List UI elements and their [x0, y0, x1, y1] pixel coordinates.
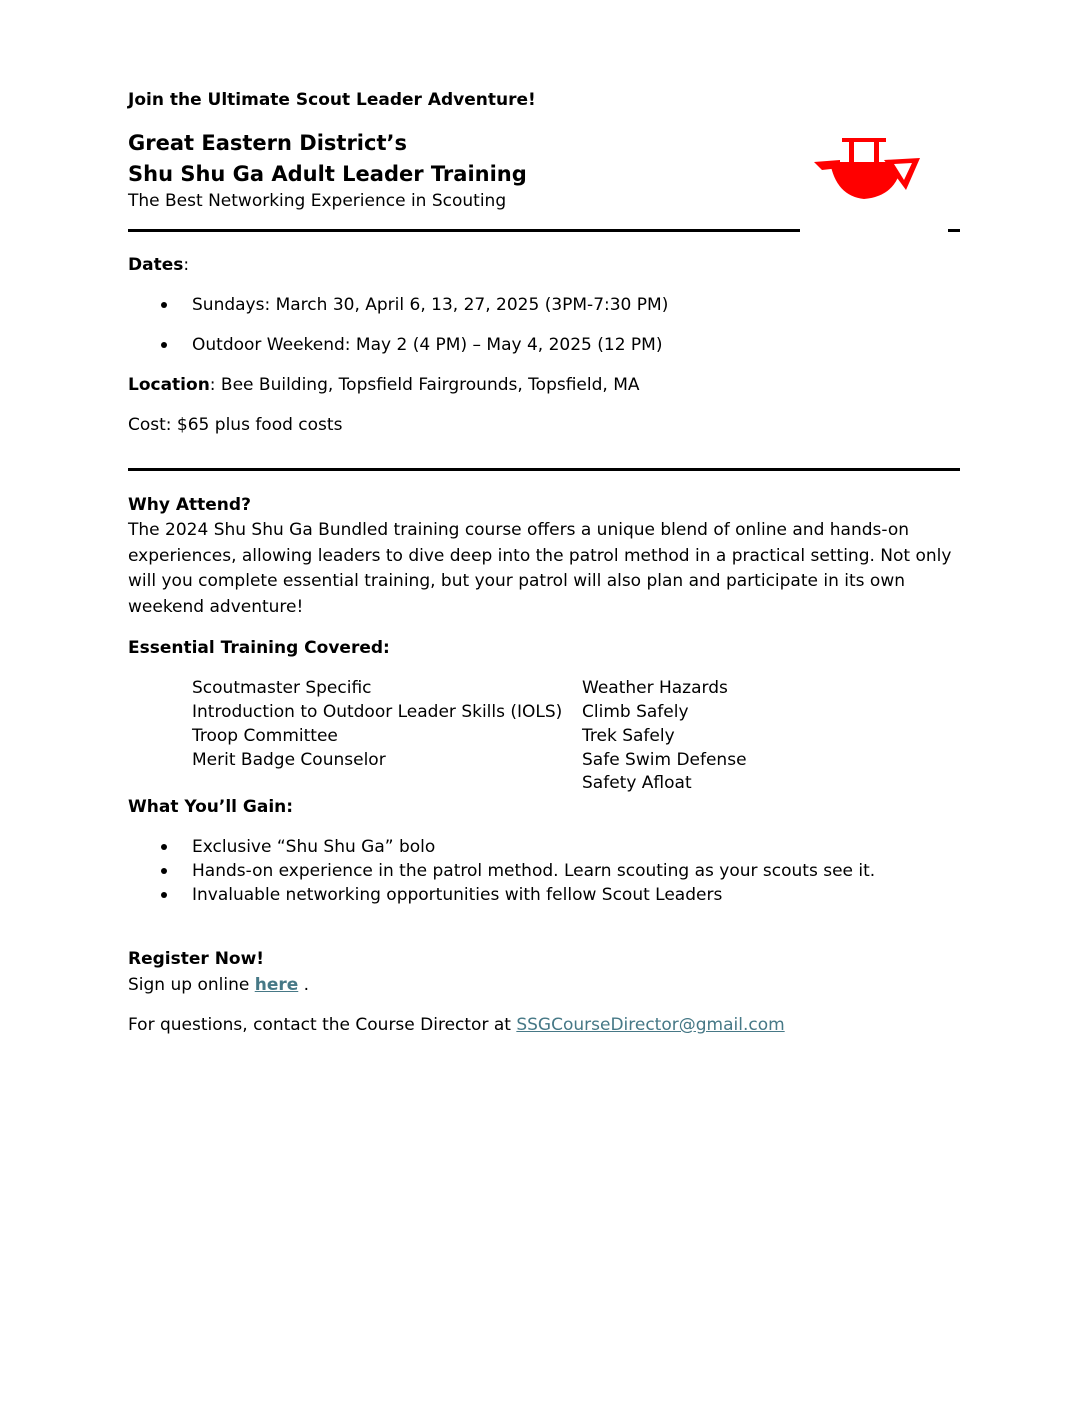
gain-heading: What You’ll Gain: [128, 797, 294, 817]
bullet [161, 844, 167, 850]
bullet [161, 892, 167, 898]
training-item: Trek Safely [582, 726, 675, 746]
section-rule [128, 468, 960, 471]
training-item: Safety Afloat [582, 773, 692, 793]
gain-item: Hands-on experience in the patrol method. Learn scouting as your scouts see it. [192, 861, 876, 881]
training-item: Weather Hazards [582, 678, 728, 698]
date-item: Outdoor Weekend: May 2 (4 PM) – May 4, 2025 (12 PM) [192, 335, 663, 355]
training-item: Troop Committee [192, 726, 338, 746]
signup-prefix: Sign up online [128, 975, 255, 995]
bullet [161, 868, 167, 874]
contact-email-link[interactable]: SSGCourseDirector@gmail.com [516, 1015, 785, 1035]
dates-colon: : [183, 255, 190, 275]
gain-item: Invaluable networking opportunities with fellow Scout Leaders [192, 885, 723, 905]
register-heading: Register Now! [128, 949, 265, 969]
signup-suffix: . [298, 975, 310, 995]
contact-prefix: For questions, contact the Course Director at [128, 1015, 517, 1035]
logo [800, 88, 948, 240]
contact-line [128, 1013, 785, 1037]
bullet [161, 342, 167, 348]
training-item: Introduction to Outdoor Leader Skills (IOLS) [192, 702, 563, 722]
header-rule [128, 229, 800, 232]
why-heading: Why Attend? [128, 495, 251, 515]
location-value: : Bee Building, Topsfield Fairgrounds, Topsfield, MA [209, 375, 640, 395]
dates-label: Dates [128, 255, 184, 275]
location-label: Location [128, 375, 210, 395]
bullet [161, 302, 167, 308]
canoe-logo-icon [800, 88, 948, 240]
training-item: Safe Swim Defense [582, 750, 747, 770]
subtitle: The Best Networking Experience in Scouting [128, 191, 507, 211]
tagline: Join the Ultimate Scout Leader Adventure! [128, 90, 536, 110]
title-line-2: Shu Shu Ga Adult Leader Training [128, 162, 527, 186]
training-item: Scoutmaster Specific [192, 678, 372, 698]
cost-line: Cost: $65 plus food costs [128, 415, 343, 435]
gain-item: Exclusive “Shu Shu Ga” bolo [192, 837, 436, 857]
title-line-1: Great Eastern District’s [128, 131, 407, 155]
training-item: Merit Badge Counselor [192, 750, 386, 770]
why-body: The 2024 Shu Shu Ga Bundled training course offers a unique blend of online and hands-on experiences, allowing leaders to dive deep into the patrol method in a practical setting. Not only will you complete essential training, but your patrol will also plan and participate in its own weekend adventure! [128, 520, 952, 617]
header-rule-end [946, 229, 960, 232]
training-item: Climb Safely [582, 702, 689, 722]
location-line [128, 373, 640, 397]
date-item: Sundays: March 30, April 6, 13, 27, 2025 (3PM-7:30 PM) [192, 295, 669, 315]
signup-line [128, 973, 309, 997]
signup-link[interactable]: here [254, 975, 299, 995]
dates-line [128, 253, 189, 277]
training-heading: Essential Training Covered: [128, 638, 390, 658]
